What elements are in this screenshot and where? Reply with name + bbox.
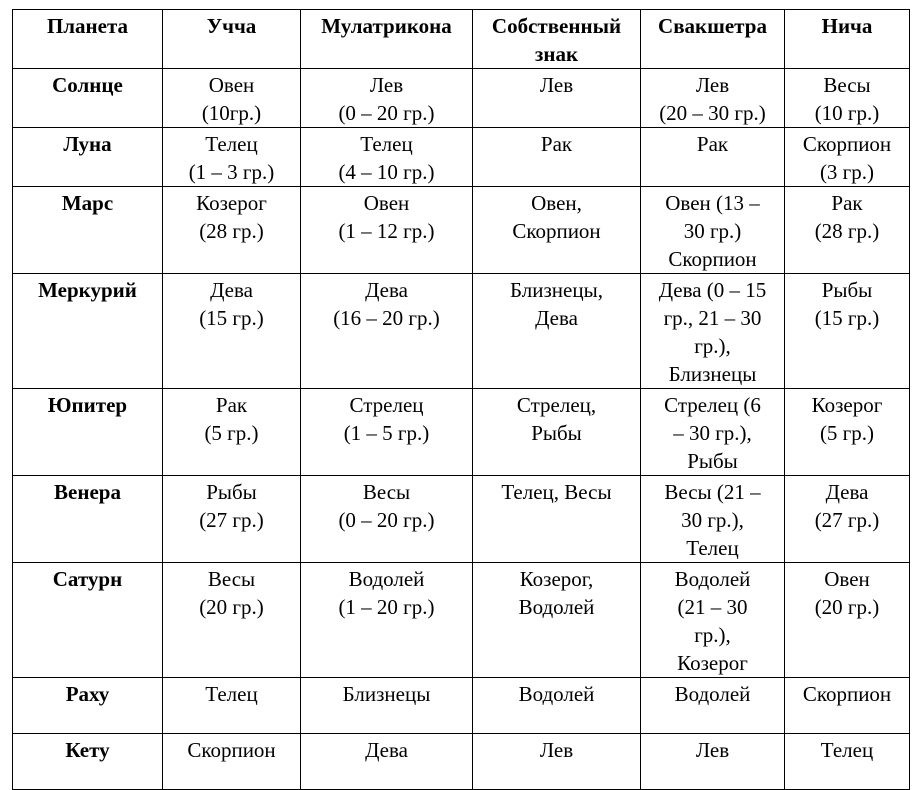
planet-cell: Кету — [13, 734, 163, 790]
table-cell: Весы (20 гр.) — [163, 563, 301, 678]
table-cell: Рак — [473, 128, 641, 187]
table-cell: Скорпион — [163, 734, 301, 790]
table-row — [13, 389, 910, 476]
table-cell: Скорпион — [785, 678, 910, 734]
header-cell: Нича — [785, 10, 910, 69]
table-cell: Овен (1 – 12 гр.) — [301, 187, 473, 274]
table-cell: Лев — [641, 734, 785, 790]
header-cell: Свакшетра — [641, 10, 785, 69]
table-cell: Овен (10гр.) — [163, 69, 301, 128]
header-cell: Учча — [163, 10, 301, 69]
table-cell: Овен (13 – 30 гр.) Скорпион — [641, 187, 785, 274]
table-row — [13, 274, 910, 389]
table-cell: Телец — [785, 734, 910, 790]
table-cell: Дева (15 гр.) — [163, 274, 301, 389]
planet-cell: Венера — [13, 476, 163, 563]
table-cell: Весы (10 гр.) — [785, 69, 910, 128]
table-cell: Стрелец, Рыбы — [473, 389, 641, 476]
table-cell: Водолей (1 – 20 гр.) — [301, 563, 473, 678]
planet-cell: Луна — [13, 128, 163, 187]
planet-dignities-table — [12, 9, 910, 790]
planet-cell: Юпитер — [13, 389, 163, 476]
table-row — [13, 69, 910, 128]
planet-cell: Марс — [13, 187, 163, 274]
table-cell: Водолей — [641, 678, 785, 734]
header-cell: Планета — [13, 10, 163, 69]
table-cell: Весы (0 – 20 гр.) — [301, 476, 473, 563]
table-row — [13, 128, 910, 187]
table-cell: Козерог (28 гр.) — [163, 187, 301, 274]
table-cell: Телец, Весы — [473, 476, 641, 563]
table-cell: Лев — [473, 734, 641, 790]
table-row — [13, 187, 910, 274]
table-cell: Стрелец (1 – 5 гр.) — [301, 389, 473, 476]
table-cell: Лев (0 – 20 гр.) — [301, 69, 473, 128]
table-cell: Овен (20 гр.) — [785, 563, 910, 678]
planet-cell: Меркурий — [13, 274, 163, 389]
table-cell: Овен, Скорпион — [473, 187, 641, 274]
table-cell: Стрелец (6 – 30 гр.), Рыбы — [641, 389, 785, 476]
header-cell: Мулатрикона — [301, 10, 473, 69]
table-cell: Козерог (5 гр.) — [785, 389, 910, 476]
table-row — [13, 563, 910, 678]
table-cell: Рак — [641, 128, 785, 187]
table-cell: Лев — [473, 69, 641, 128]
planet-cell: Раху — [13, 678, 163, 734]
table-cell: Рыбы (15 гр.) — [785, 274, 910, 389]
table-cell: Дева (27 гр.) — [785, 476, 910, 563]
table-row — [13, 476, 910, 563]
table-cell: Скорпион (3 гр.) — [785, 128, 910, 187]
header-row — [13, 10, 910, 69]
header-cell: Собственный знак — [473, 10, 641, 69]
table-cell: Водолей — [473, 678, 641, 734]
table-row — [13, 678, 910, 734]
table-cell: Водолей (21 – 30 гр.), Козерог — [641, 563, 785, 678]
table-cell: Рак (28 гр.) — [785, 187, 910, 274]
table-row — [13, 734, 910, 790]
table-cell: Лев (20 – 30 гр.) — [641, 69, 785, 128]
planet-cell: Сатурн — [13, 563, 163, 678]
table-cell: Близнецы — [301, 678, 473, 734]
table-cell: Дева (0 – 15 гр., 21 – 30 гр.), Близнецы — [641, 274, 785, 389]
table-cell: Телец (4 – 10 гр.) — [301, 128, 473, 187]
table-cell: Рак (5 гр.) — [163, 389, 301, 476]
table-cell: Весы (21 – 30 гр.), Телец — [641, 476, 785, 563]
table-cell: Телец (1 – 3 гр.) — [163, 128, 301, 187]
table-cell: Козерог, Водолей — [473, 563, 641, 678]
table-cell: Дева — [301, 734, 473, 790]
table-cell: Рыбы (27 гр.) — [163, 476, 301, 563]
table-cell: Близнецы, Дева — [473, 274, 641, 389]
table-cell: Телец — [163, 678, 301, 734]
planet-cell: Солнце — [13, 69, 163, 128]
table-cell: Дева (16 – 20 гр.) — [301, 274, 473, 389]
